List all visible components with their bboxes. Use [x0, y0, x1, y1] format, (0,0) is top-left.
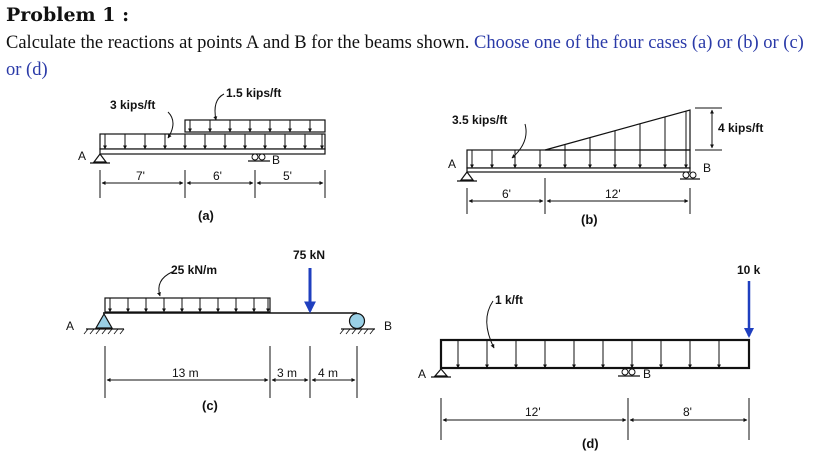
figure-caption: (b) [581, 212, 598, 227]
roller-support-icon [248, 154, 270, 161]
dimension-label: 5' [283, 169, 292, 183]
statement-text: Calculate the reactions at points A and B for the beams shown. [6, 33, 470, 53]
problem-heading: Problem 1 : [6, 4, 130, 26]
load-label: 3.5 kips/ft [452, 113, 508, 127]
roller-support-icon [618, 369, 640, 376]
load-label: 3 kips/ft [110, 98, 156, 112]
load-arrows [190, 120, 310, 132]
support-label-a: A [66, 319, 75, 333]
support-label-b: B [703, 161, 712, 175]
distributed-load-block [185, 120, 325, 132]
figure-a [78, 86, 325, 223]
pin-support-icon [457, 172, 477, 181]
figure-caption: (c) [202, 398, 218, 413]
pin-support-icon [84, 314, 124, 334]
load-callout [512, 124, 526, 158]
dimension-label: 6' [213, 169, 222, 183]
distributed-load-block [467, 150, 690, 168]
distributed-load-block [100, 134, 325, 149]
dimension-label: 12' [605, 187, 621, 201]
support-label-b: B [272, 153, 281, 167]
load-arrows [105, 134, 322, 149]
load-arrows [110, 298, 268, 312]
dimension-label: 4 m [318, 366, 339, 380]
dimension-label: 3 m [277, 366, 298, 380]
beam [467, 168, 690, 172]
point-load-label: 75 kN [293, 248, 326, 262]
pin-support-icon [90, 154, 110, 163]
load-label: 1 k/ft [495, 293, 524, 307]
figure-caption: (a) [198, 208, 214, 223]
load-callout [215, 94, 224, 120]
roller-support-icon [680, 172, 700, 179]
support-label-b: B [384, 319, 393, 333]
point-load-label: 10 k [737, 263, 761, 277]
case-instruction: Choose one of the four cases (a) or (b) or (c) or (d) [6, 33, 804, 80]
triangular-load-outline [545, 110, 690, 150]
dimension-label: 8' [683, 405, 692, 419]
figure-c [66, 248, 392, 413]
support-label-a: A [448, 157, 457, 171]
figure-d [418, 263, 761, 451]
load-label: 1.5 kips/ft [226, 86, 282, 100]
dimension-lines [467, 178, 690, 214]
roller-support-icon [340, 314, 375, 335]
support-label-a: A [78, 149, 87, 163]
distributed-load-block [105, 298, 270, 312]
dimension-label: 6' [502, 187, 511, 201]
beam [100, 149, 325, 154]
support-label-b: B [643, 367, 652, 381]
dimension-lines [441, 398, 749, 440]
pin-support-icon [431, 369, 451, 377]
load-label: 25 kN/m [171, 263, 218, 277]
dimension-label: 13 m [172, 366, 199, 380]
figure-caption: (d) [582, 436, 599, 451]
dimension-label: 7' [136, 169, 145, 183]
load-label: 4 kips/ft [718, 121, 764, 135]
support-label-a: A [418, 367, 427, 381]
dimension-label: 12' [525, 405, 541, 419]
figure-b [448, 108, 763, 227]
